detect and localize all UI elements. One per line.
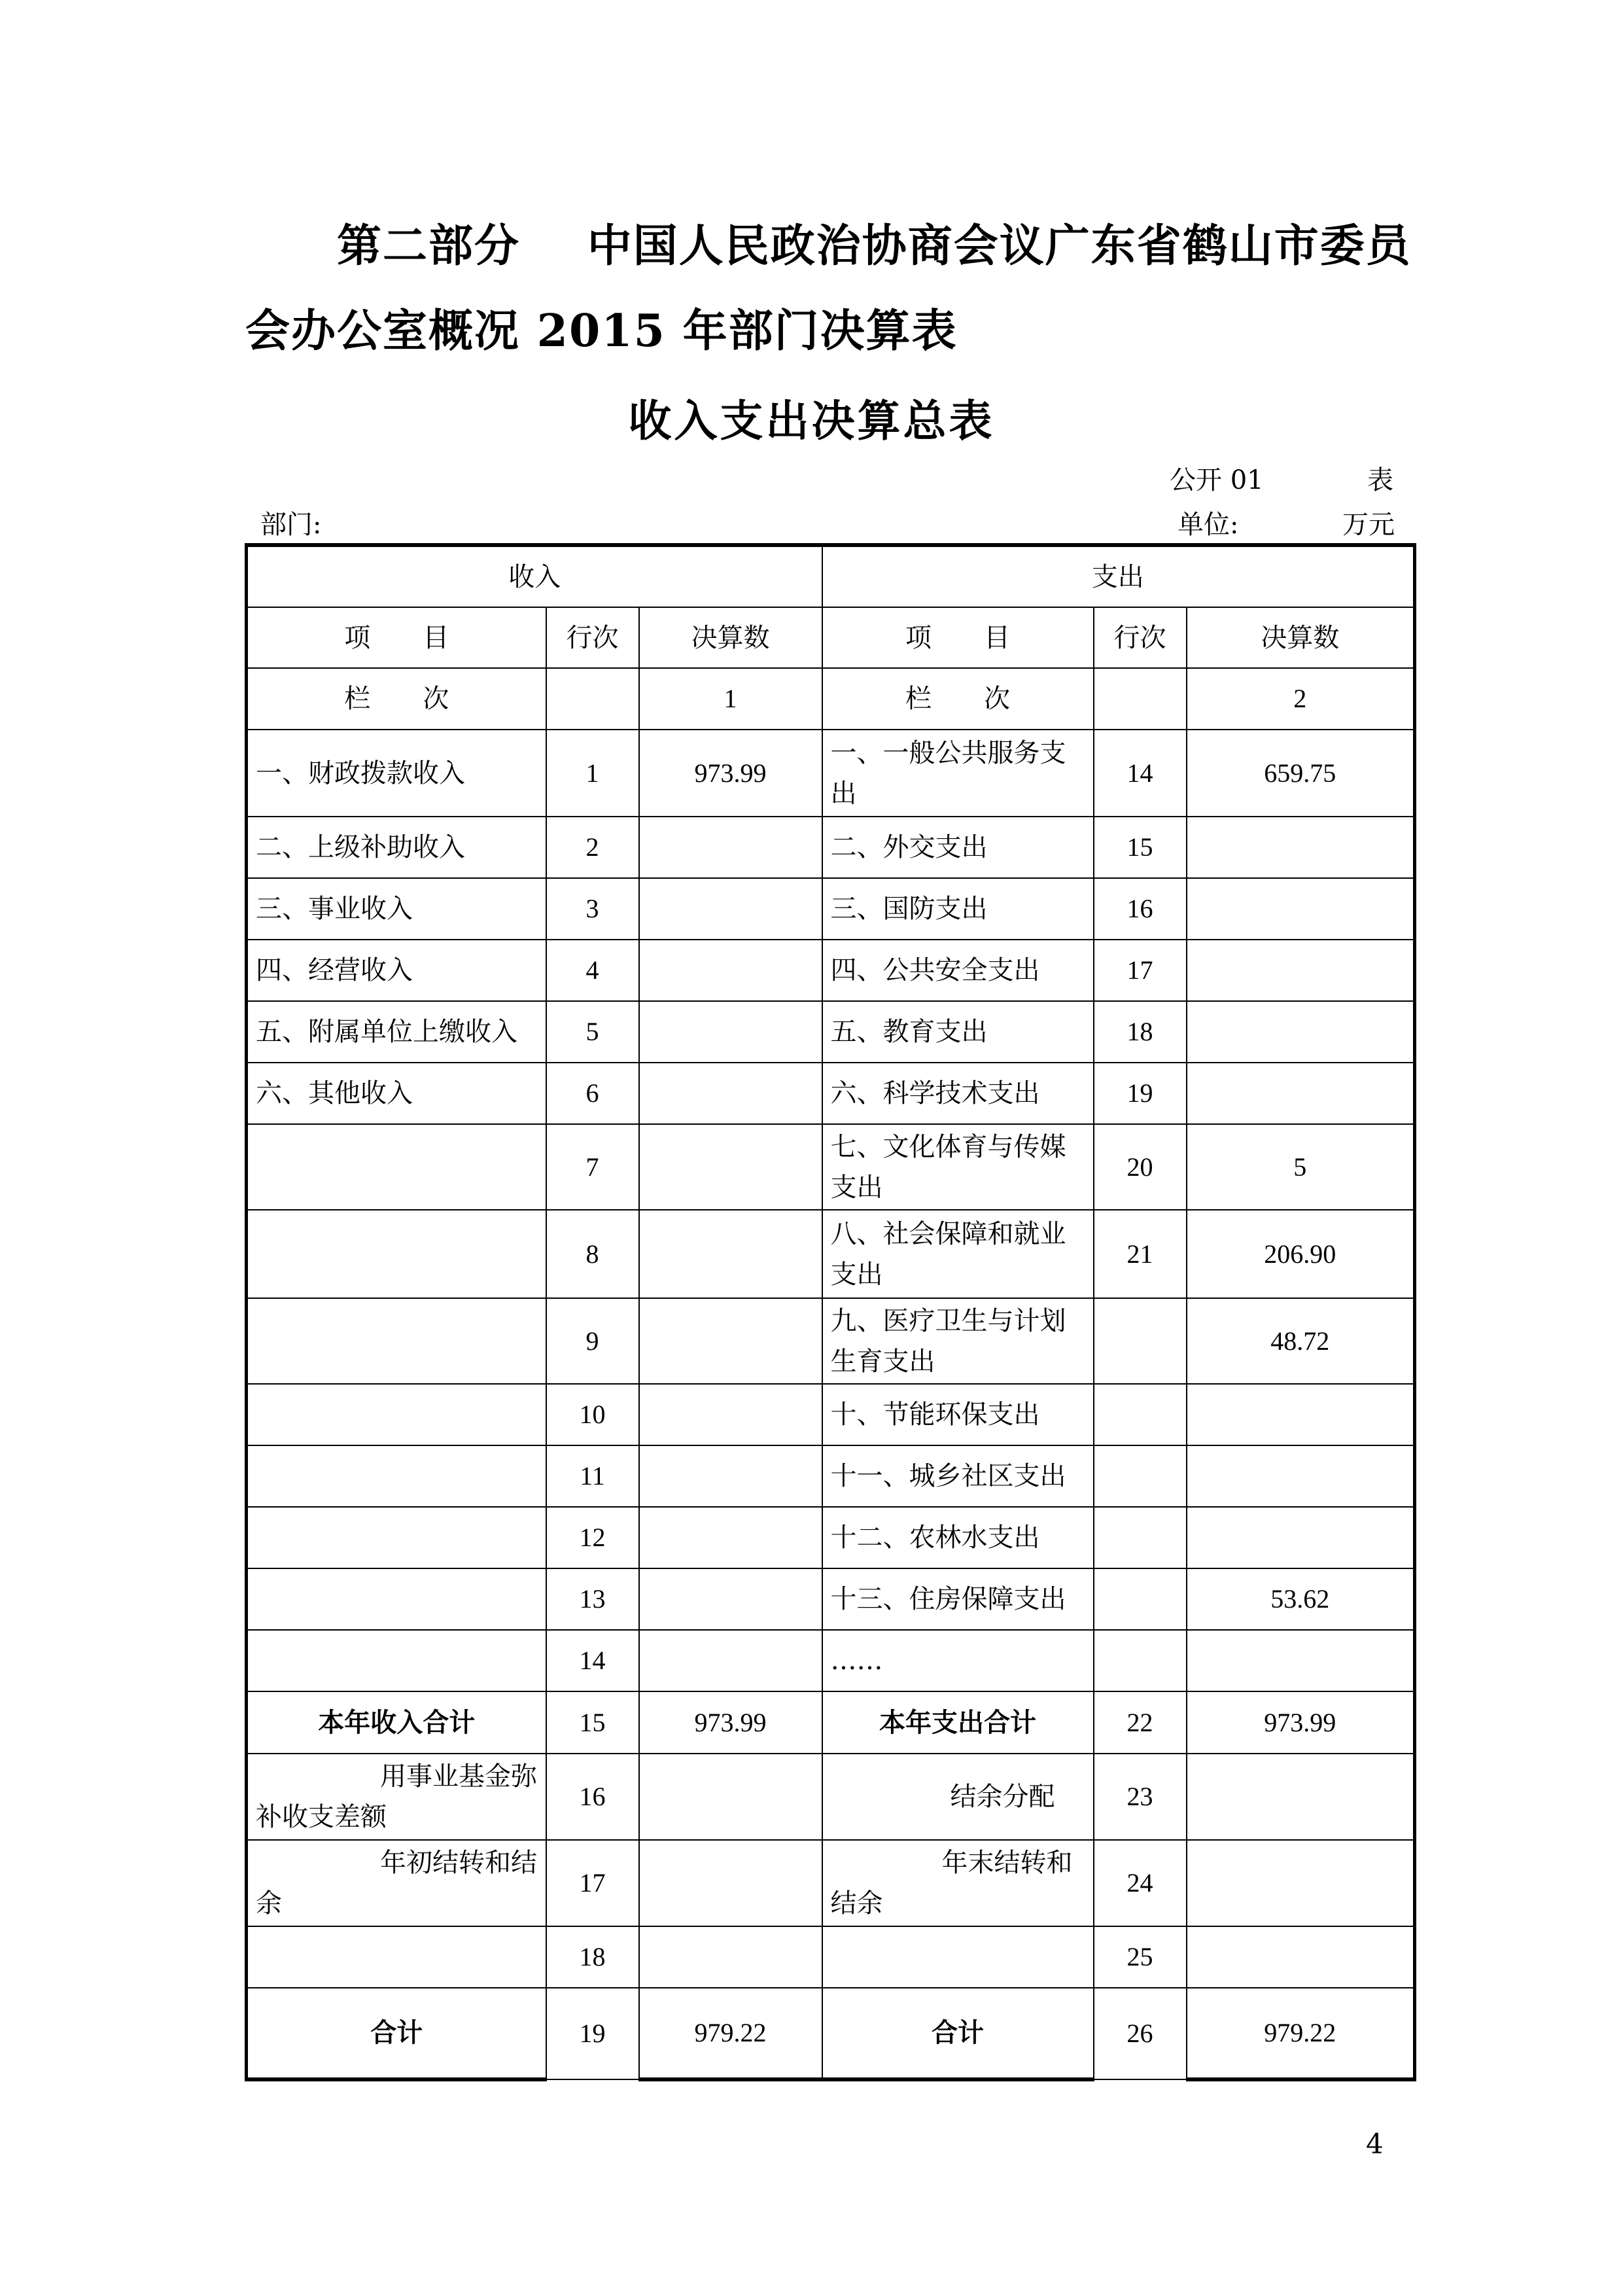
income-item [247,1568,546,1630]
income-item [247,1124,546,1210]
income-item: 六、其他收入 [247,1063,546,1124]
income-amount [639,1926,822,1988]
income-item: 一、财政拨款收入 [247,730,546,817]
income-line-no: 15 [546,1691,639,1754]
unit-value: 万元 [1342,510,1395,540]
expense-header: 支出 [822,545,1415,607]
income-line-no: 12 [546,1507,639,1568]
expense-item: 五、教育支出 [822,1001,1094,1063]
expense-line-no: 24 [1094,1840,1187,1926]
table-title: 收入支出决算总表 [628,395,995,446]
table-row [247,1124,1415,1210]
expense-amount [1187,1384,1415,1445]
table-row [247,1988,1415,2079]
table-row [247,817,1415,878]
income-line-no: 4 [546,940,639,1001]
expense-item: 十三、住房保障支出 [822,1568,1094,1630]
income-amount [639,1630,822,1691]
income-item: 五、附属单位上缴收入 [247,1001,546,1063]
table-row [247,1754,1415,1840]
expense-amount: 973.99 [1187,1691,1415,1754]
expense-line-no [1094,1298,1187,1384]
expense-item: 年末结转和结余 [822,1840,1094,1926]
income-line-no: 10 [546,1384,639,1445]
expense-amount [1187,1063,1415,1124]
income-item [247,1507,546,1568]
expense-item: 三、国防支出 [822,878,1094,940]
table-row [247,1691,1415,1754]
income-line-no: 7 [546,1124,639,1210]
income-item: 本年收入合计 [247,1691,546,1754]
table-row [247,1507,1415,1568]
form-suffix: 表 [1367,465,1393,495]
income-expense-table [245,543,1416,2081]
expense-amount [1187,1630,1415,1691]
expense-item: 结余分配 [822,1754,1094,1840]
expense-item: 十二、农林水支出 [822,1507,1094,1568]
column-header-row [247,607,1415,668]
expense-item: 合计 [822,1988,1094,2079]
table-row [247,1001,1415,1063]
income-line-no: 11 [546,1445,639,1507]
expense-col-amount: 决算数 [1187,607,1415,668]
expense-amount [1187,1926,1415,1988]
document-title-line1: 第二部分 中国人民政治协商会议广东省鹤山市委员 [337,220,1412,272]
expense-amount [1187,1840,1415,1926]
department-label: 部门: [260,510,322,540]
expense-amount: 206.90 [1187,1210,1415,1298]
income-item: 四、经营收入 [247,940,546,1001]
table-row [247,1445,1415,1507]
expense-line-no [1094,1630,1187,1691]
income-amount [639,1568,822,1630]
expense-amount [1187,878,1415,940]
income-amount [639,1754,822,1840]
income-line-no: 3 [546,878,639,940]
expense-line-no: 19 [1094,1063,1187,1124]
income-amount [639,1210,822,1298]
table-row [247,1063,1415,1124]
income-col-index-line [546,668,639,730]
expense-amount [1187,1507,1415,1568]
form-code: 公开 01 [1170,465,1264,495]
section-header-row [247,545,1415,607]
income-col-line: 行次 [546,607,639,668]
expense-amount [1187,1445,1415,1507]
income-line-no: 18 [546,1926,639,1988]
income-item [247,1384,546,1445]
income-col-amount: 决算数 [639,607,822,668]
expense-line-no: 20 [1094,1124,1187,1210]
income-item [247,1210,546,1298]
expense-item: 四、公共安全支出 [822,940,1094,1001]
expense-line-no [1094,1445,1187,1507]
table-row [247,1568,1415,1630]
income-line-no: 16 [546,1754,639,1840]
expense-item: 十一、城乡社区支出 [822,1445,1094,1507]
expense-amount: 659.75 [1187,730,1415,817]
expense-item [822,1926,1094,1988]
income-col-item: 项 目 [247,607,546,668]
expense-col-index: 2 [1187,668,1415,730]
income-line-no: 17 [546,1840,639,1926]
income-line-no: 1 [546,730,639,817]
income-item [247,1630,546,1691]
income-line-no: 14 [546,1630,639,1691]
expense-line-no [1094,1507,1187,1568]
expense-item: 六、科学技术支出 [822,1063,1094,1124]
expense-col-item: 项 目 [822,607,1094,668]
document-title-line2: 会办公室概况 2015 年部门决算表 [245,305,958,357]
table-row [247,1926,1415,1988]
income-amount [639,1298,822,1384]
income-item: 合计 [247,1988,546,2079]
income-amount [639,940,822,1001]
expense-line-no: 14 [1094,730,1187,817]
expense-amount [1187,1754,1415,1840]
expense-amount: 5 [1187,1124,1415,1210]
expense-line-no: 23 [1094,1754,1187,1840]
expense-item: 本年支出合计 [822,1691,1094,1754]
income-item [247,1445,546,1507]
income-item: 三、事业收入 [247,878,546,940]
income-item: 用事业基金弥补收支差额 [247,1754,546,1840]
expense-line-no: 17 [1094,940,1187,1001]
expense-line-no [1094,1568,1187,1630]
expense-line-no: 18 [1094,1001,1187,1063]
income-line-no: 13 [546,1568,639,1630]
income-line-no: 8 [546,1210,639,1298]
income-amount [639,1063,822,1124]
expense-item: …… [822,1630,1094,1691]
income-amount [639,1124,822,1210]
expense-line-no: 22 [1094,1691,1187,1754]
table-row [247,1840,1415,1926]
expense-line-no: 16 [1094,878,1187,940]
unit-label: 单位: [1178,510,1239,540]
income-col-index: 1 [639,668,822,730]
expense-amount: 53.62 [1187,1568,1415,1630]
expense-line-no: 25 [1094,1926,1187,1988]
expense-amount: 979.22 [1187,1988,1415,2079]
expense-amount [1187,1001,1415,1063]
expense-col-index-line [1094,668,1187,730]
expense-amount: 48.72 [1187,1298,1415,1384]
income-item: 二、上级补助收入 [247,817,546,878]
page-number: 4 [1366,2128,1384,2160]
income-amount [639,1840,822,1926]
expense-amount [1187,817,1415,878]
expense-line-no: 26 [1094,1988,1187,2079]
expense-item: 一、一般公共服务支出 [822,730,1094,817]
table-row [247,940,1415,1001]
expense-col-line: 行次 [1094,607,1187,668]
expense-amount [1187,940,1415,1001]
income-item [247,1926,546,1988]
expense-col-index-label: 栏 次 [822,668,1094,730]
income-amount [639,1445,822,1507]
expense-item: 八、社会保障和就业支出 [822,1210,1094,1298]
income-amount [639,1384,822,1445]
expense-item: 十、节能环保支出 [822,1384,1094,1445]
table-row [247,1210,1415,1298]
table-row [247,1298,1415,1384]
income-line-no: 6 [546,1063,639,1124]
table-row [247,1630,1415,1691]
table-row [247,878,1415,940]
expense-line-no [1094,1384,1187,1445]
expense-item: 九、医疗卫生与计划生育支出 [822,1298,1094,1384]
income-line-no: 2 [546,817,639,878]
income-amount: 973.99 [639,730,822,817]
income-amount [639,817,822,878]
table-row [247,730,1415,817]
income-line-no: 5 [546,1001,639,1063]
expense-line-no: 21 [1094,1210,1187,1298]
income-amount [639,1001,822,1063]
income-amount: 973.99 [639,1691,822,1754]
income-amount [639,878,822,940]
table-row [247,1384,1415,1445]
income-col-index-label: 栏 次 [247,668,546,730]
income-amount [639,1507,822,1568]
income-item: 年初结转和结余 [247,1840,546,1926]
income-line-no: 9 [546,1298,639,1384]
column-index-row [247,668,1415,730]
expense-item: 七、文化体育与传媒支出 [822,1124,1094,1210]
income-item [247,1298,546,1384]
income-header: 收入 [247,545,822,607]
expense-item: 二、外交支出 [822,817,1094,878]
expense-line-no: 15 [1094,817,1187,878]
income-amount: 979.22 [639,1988,822,2079]
income-line-no: 19 [546,1988,639,2079]
